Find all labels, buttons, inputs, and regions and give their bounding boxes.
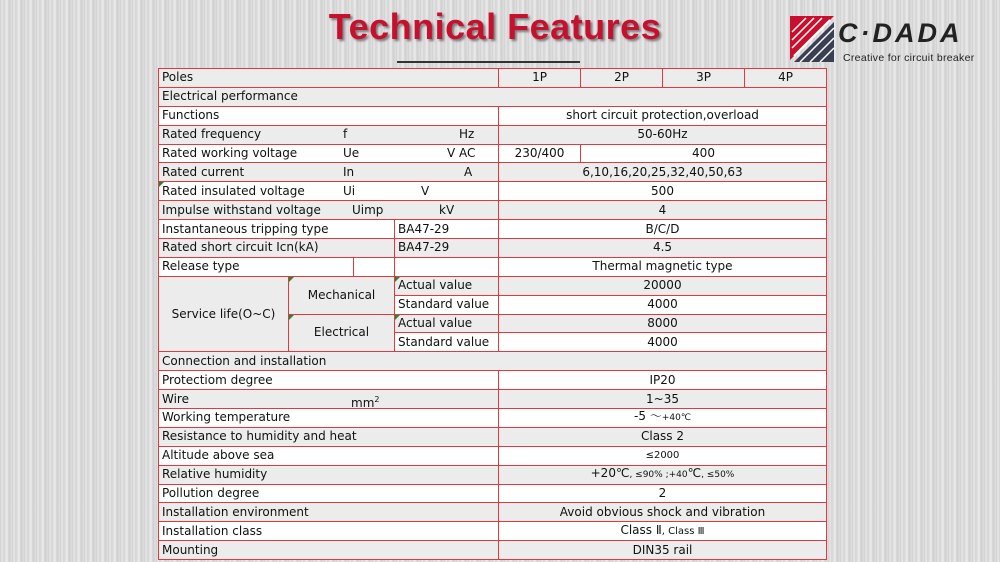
table-row [159, 446, 827, 465]
wire-unit-sup: 2 [374, 394, 380, 404]
impulse-voltage-symbol: Uimp [352, 202, 384, 217]
title-underline [397, 61, 580, 63]
working-temp-value-a: -5 ～ [634, 409, 662, 424]
rated-voltage-symbol: Ue [343, 146, 360, 160]
rated-voltage-value-multi: 400 [581, 144, 827, 163]
relative-humidity-value-d: , ≤50% [701, 470, 735, 481]
elec-actual-label: Actual value [395, 314, 499, 333]
short-circuit-value: 4.5 [499, 239, 827, 258]
relative-humidity-value-a: +20℃ [590, 466, 630, 481]
table-row [159, 144, 827, 163]
impulse-voltage-cell [159, 201, 499, 220]
rated-current-cell [159, 163, 499, 182]
pole-1p: 1P [499, 69, 581, 88]
wire-value: 1~35 [499, 390, 827, 409]
relative-humidity-value-b: , ≤90% ;+40 [629, 470, 688, 481]
table-row [159, 541, 827, 560]
table-row [159, 484, 827, 503]
rated-frequency-label: Rated frequency [162, 127, 262, 142]
rated-frequency-value: 50-60Hz [499, 125, 827, 144]
working-temp-value-b: +40℃ [661, 413, 691, 424]
altitude-label: Altitude above sea [159, 446, 499, 465]
insulated-voltage-label: Rated insulated voltage [162, 183, 305, 198]
protection-label: Protectiom degree [159, 371, 499, 390]
service-life-electrical: Electrical [289, 314, 395, 352]
rated-voltage-cell [159, 144, 499, 163]
table-row [159, 69, 827, 88]
table-row [159, 522, 827, 541]
insulated-voltage-symbol: Ui [343, 183, 356, 198]
tripping-type-model: BA47-29 [395, 220, 499, 239]
section-electrical: Electrical performance [159, 87, 827, 106]
short-circuit-model: BA47-29 [395, 239, 499, 258]
table-row [159, 182, 827, 201]
release-type-label: Release type [159, 257, 354, 276]
mech-standard-value: 4000 [499, 295, 827, 314]
pole-4p: 4P [745, 69, 827, 88]
table-row [159, 106, 827, 125]
altitude-value: ≤2000 [499, 446, 827, 465]
table-row [159, 390, 827, 409]
rated-current-symbol: In [343, 164, 355, 179]
table-row [159, 371, 827, 390]
rated-voltage-value-1p: 230/400 [499, 144, 581, 163]
short-circuit-label: Rated short circuit Icn(kA) [159, 239, 395, 258]
release-type-blank-1 [354, 257, 395, 276]
service-life-mechanical: Mechanical [289, 276, 395, 314]
wire-cell [159, 390, 499, 409]
logo-tagline: Creative for circuit breaker [843, 52, 975, 64]
tripping-type-value: B/C/D [499, 220, 827, 239]
elec-standard-value: 4000 [499, 333, 827, 352]
mounting-label: Mounting [159, 541, 499, 560]
relative-humidity-value [499, 465, 827, 484]
rated-current-value: 6,10,16,20,25,32,40,50,63 [499, 163, 827, 182]
relative-humidity-label: Relative humidity [159, 465, 499, 484]
table-row [159, 239, 827, 258]
spec-table [158, 68, 827, 560]
release-type-blank-2 [395, 257, 499, 276]
pole-2p: 2P [581, 69, 663, 88]
wire-unit-base: mm [351, 395, 375, 409]
rated-voltage-label: Rated working voltage [162, 146, 298, 160]
mounting-value: DIN35 rail [499, 541, 827, 560]
insulated-voltage-value: 500 [499, 182, 827, 201]
table-row [159, 125, 827, 144]
insulated-voltage-cell [159, 182, 499, 201]
functions-value: short circuit protection,overload [499, 106, 827, 125]
humidity-heat-label: Resistance to humidity and heat [159, 427, 499, 446]
pole-3p: 3P [663, 69, 745, 88]
table-row [159, 201, 827, 220]
impulse-voltage-unit: kV [439, 202, 455, 217]
service-life-label: Service life(O~C) [159, 276, 289, 352]
rated-frequency-symbol: f [343, 127, 348, 142]
relative-humidity-value-c: ℃ [687, 466, 702, 481]
section-row [159, 352, 827, 371]
mech-actual-label: Actual value [395, 276, 499, 295]
working-temp-value [499, 409, 827, 428]
protection-value: IP20 [499, 371, 827, 390]
pollution-value: 2 [499, 484, 827, 503]
insulated-voltage-unit: V [421, 183, 430, 198]
elec-actual-value: 8000 [499, 314, 827, 333]
logo-brand-name: C·DADA [838, 18, 963, 48]
table-row [159, 503, 827, 522]
table-row [159, 220, 827, 239]
mech-actual-value: 20000 [499, 276, 827, 295]
logo-mark-icon [790, 16, 834, 62]
table-row [159, 257, 827, 276]
install-class-value [499, 522, 827, 541]
rated-current-unit: A [464, 164, 473, 179]
mech-standard-label: Standard value [395, 295, 499, 314]
table-row [159, 427, 827, 446]
table-row [159, 465, 827, 484]
pollution-label: Pollution degree [159, 484, 499, 503]
section-row [159, 87, 827, 106]
functions-label: Functions [159, 106, 499, 125]
humidity-heat-value: Class 2 [499, 427, 827, 446]
brand-logo [790, 16, 995, 68]
rated-voltage-unit: V AC [447, 146, 476, 160]
rated-frequency-unit: Hz [459, 127, 475, 142]
install-class-label: Installation class [159, 522, 499, 541]
section-connection: Connection and installation [159, 352, 827, 371]
install-env-value: Avoid obvious shock and vibration [499, 503, 827, 522]
poles-label: Poles [159, 69, 499, 88]
slide-title: Technical Features [328, 6, 662, 47]
release-type-value: Thermal magnetic type [499, 257, 827, 276]
impulse-voltage-label: Impulse withstand voltage [162, 202, 321, 217]
install-class-value-b: , Class Ⅲ [661, 526, 705, 538]
rated-frequency-cell [159, 125, 499, 144]
wire-unit [351, 392, 379, 409]
install-env-label: Installation environment [159, 503, 499, 522]
table-row [159, 276, 827, 295]
table-row [159, 163, 827, 182]
rated-current-label: Rated current [162, 164, 245, 179]
wire-label: Wire [162, 391, 189, 406]
elec-standard-label: Standard value [395, 333, 499, 352]
working-temp-label: Working temperature [159, 409, 499, 428]
tripping-type-label: Instantaneous tripping type [159, 220, 395, 239]
impulse-voltage-value: 4 [499, 201, 827, 220]
table-row [159, 409, 827, 428]
install-class-value-a: Class Ⅱ [620, 523, 662, 538]
